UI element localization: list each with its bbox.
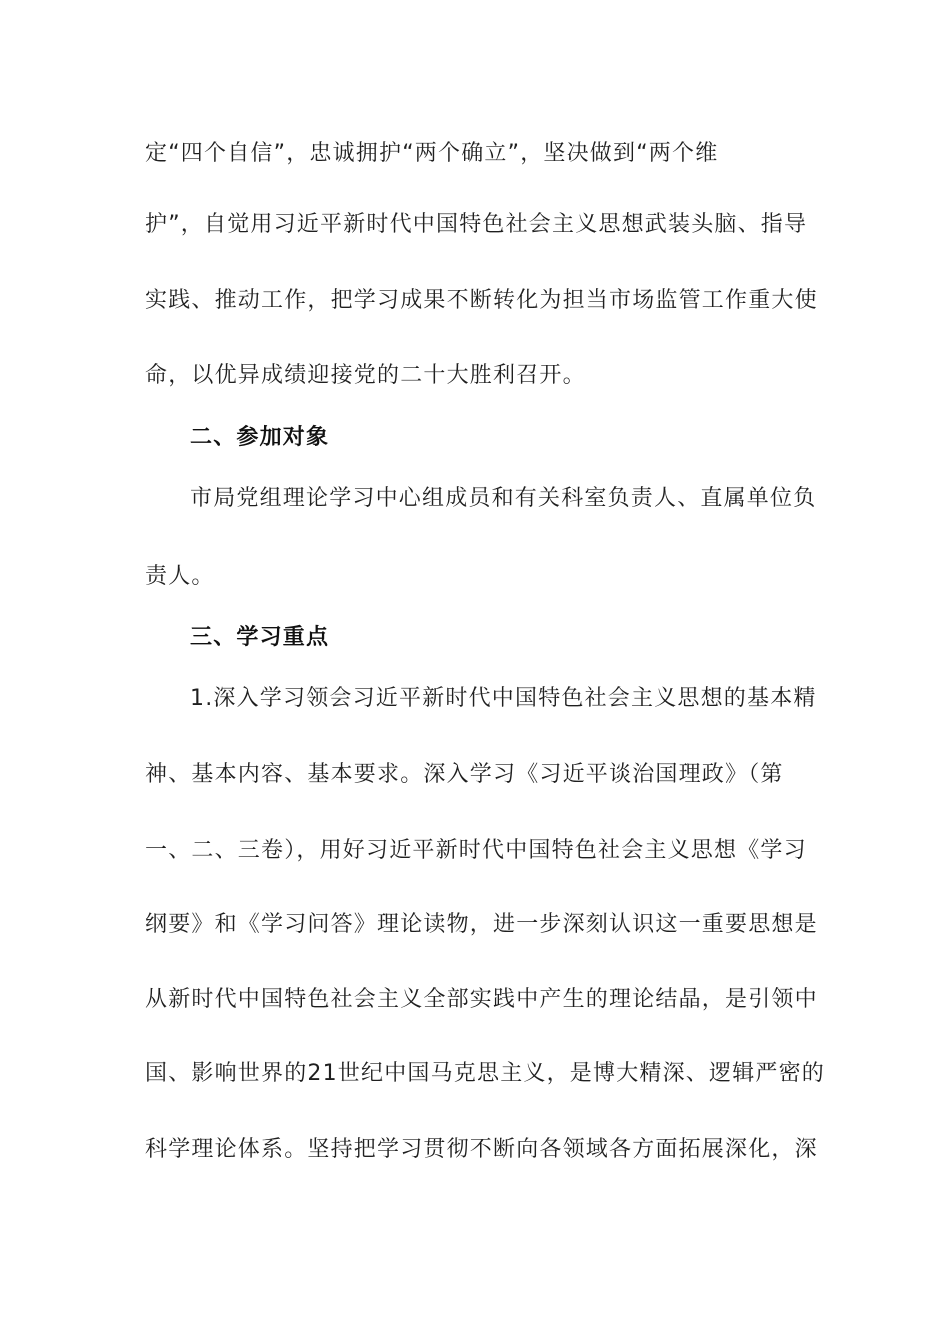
body-text-line: 护”，自觉用习近平新时代中国特色社会主义思想武装头脑、指导 (145, 212, 808, 237)
body-text-line: 纲要》和《学习问答》理论读物，进一步深刻认识这一重要思想是 (145, 912, 818, 937)
body-text-line: 1.深入学习领会习近平新时代中国特色社会主义思想的基本精 (190, 686, 817, 711)
body-text-line: 定“四个自信”，忠诚拥护“两个确立”，坚决做到“两个维 (145, 141, 719, 166)
section-heading-participants: 二、参加对象 (190, 425, 330, 450)
body-text-line: 从新时代中国特色社会主义全部实践中产生的理论结晶，是引领中 (145, 987, 818, 1012)
body-text-line: 神、基本内容、基本要求。深入学习《习近平谈治国理政》（第 (145, 762, 784, 787)
body-text-line: 命，以优异成绩迎接党的二十大胜利召开。 (145, 363, 586, 388)
body-text-line: 实践、推动工作，把学习成果不断转化为担当市场监管工作重大使 (145, 288, 818, 313)
body-text-line: 市局党组理论学习中心组成员和有关科室负责人、直属单位负 (190, 486, 817, 511)
section-heading-study-focus: 三、学习重点 (190, 625, 330, 650)
body-text-line: 一、二、三卷），用好习近平新时代中国特色社会主义思想《学习 (145, 838, 807, 863)
body-text-line: 国、影响世界的21世纪中国马克思主义，是博大精深、逻辑严密的 (145, 1061, 825, 1086)
body-text-line: 责人。 (145, 564, 215, 589)
body-text-line: 科学理论体系。坚持把学习贯彻不断向各领域各方面拓展深化，深 (145, 1137, 818, 1162)
